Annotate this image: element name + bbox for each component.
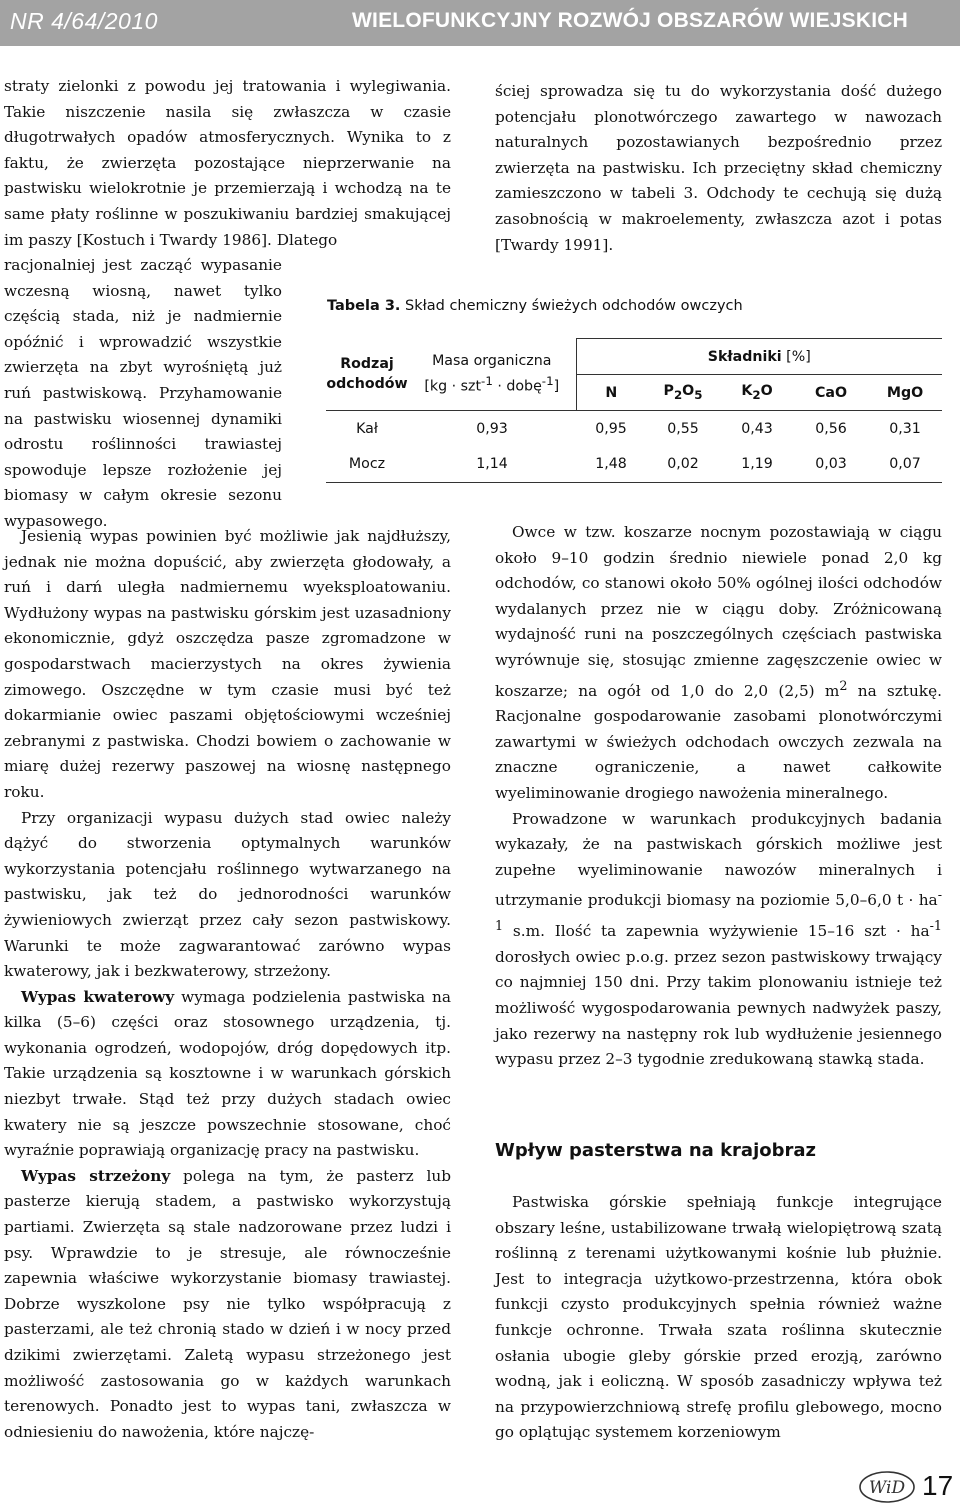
cell-mass: 1,14 [408, 447, 576, 483]
cell-mass: 0,93 [408, 411, 576, 447]
header-k2o: $K_2O$ [720, 375, 794, 411]
cell-p2o5: 0,55 [646, 411, 720, 447]
header-p2o5: $P_2O_5$ [646, 375, 720, 411]
cell-k2o: 0,43 [720, 411, 794, 447]
header-type: Rodzaj odchodów [326, 356, 408, 393]
issue-number: NR 4/64/2010 [10, 8, 158, 34]
cell-cao: 0,56 [794, 411, 868, 447]
paragraph-autumn-grazing: Jesienią wypas powinien być możliwie jak najdłuższy, jednak nie można dopuścić, aby zwierzęta głodowały, a ruń i darń uległa nadmiernemu wyeksploatowaniu. Wydłużony wypas na pastwisku górskim jest uzasadniony ekonomicznie, gdyż oszczędza pasze zgromadzone w gospodarstwach macierzystych na okres żywienia zimowego. Oszczędne w tym czasie musi być też dokarmianie owiec paszami objętościowymi wcześniej zebranymi z pastwiska. Chodzi bowiem o zachowanie w miarę dużej rezerwy paszowej na wiosnę następnego roku. [4, 527, 451, 801]
wid-logo [858, 1469, 916, 1505]
term-paddock-grazing: Wypas kwaterowy [21, 987, 175, 1006]
term-guarded-grazing: Wypas strzeżony [21, 1166, 171, 1185]
paragraph-production-research: Prowadzone w warunkach produkcyjnych badania wykazały, że na pastwiskach górskich możliwe jest zupełne wyeliminowanie nawozów mineralnych i utrzymanie produkcji biomasy na poziomie 5,0–6,0 $t \cdot ha^{-1}$ s.m. Ilość ta zapewnia wyżywienie 15–16 szt · $ha^{-1}$ dorosłych owiec p.o.g. przez sezon pastwiskowy trwający co najmniej 150 dni. Przy takim plonowaniu istnieje też możliwość wygospodarowania pewnych nadwyżek paszy, jako rezerwy na następny rok lub wydłużenie jesiennego wypasu przez 2–3 tygodnie zredukowaną stawką stada. [495, 809, 942, 1069]
table-row [326, 411, 942, 447]
header-mgo: MgO [868, 375, 942, 411]
right-top-paragraph: ściej sprowadza się tu do wykorzystania dość dużego potencjału plonotwórczego zawartego w nawozach naturalnych pozostawianych bezpośrednio przez zwierzęta na pastwisku. Ich przeciętny skład chemiczny zamieszczono w tabeli 3. Odchody te cechują się dużą zasobnością w makroelementy, zwłaszcza azot i potas [Twardy 1991]. [495, 82, 942, 254]
header-n: N [576, 375, 646, 411]
cell-mgo: 0,07 [868, 447, 942, 483]
paragraph-night-fold: Owce w tzw. koszarze nocnym pozostawiają w ciągu około 9–10 godzin średnio niewiele ponad 2,0 kg odchodów, co stanowi około 50% ogólnej ilości odchodów wydalanych przez nie w ciągu doby. Zróżnicowaną wydajność runi na poszczególnych częściach pastwiska wyrównuje się, stosując zmienne zagęszczenie owiec w koszarze; na ogół od 1,0 do 2,0 (2,5) $m^2$ na sztukę. Racjonalne gospodarowanie zasobami plonotwórczymi zawartymi w świeżych odchodach owczych zezwala na znaczne ograniczenie, a nawet całkowite wyeliminowanie drogiego nawożenia mineralnego. [495, 523, 942, 803]
left-top-paragraph: straty zielonki z powodu jej tratowania i wylegiwania. Takie niszczenie nasila się zwłaszcza w czasie długotrwałych opadów atmosferycznych. Wynika to z faktu, że zwierzęta pozostające nieprzerwanie na pastwisku wielokrotnie je przemierzają i wchodzą na te same płaty roślinne w poszukiwaniu bardziej smakującej im paszy [Kostuch i Twardy 1986]. Dlatego [4, 77, 451, 249]
table-header-row [326, 339, 942, 375]
section-heading: Wpływ pasterstwa na krajobraz [495, 1140, 816, 1161]
cell-p2o5: 0,02 [646, 447, 720, 483]
table-caption: Tabela 3. Skład chemiczny świeżych odchodów owczych [327, 298, 743, 314]
left-column-main-text [4, 524, 451, 1445]
left-narrow-paragraph: racjonalniej jest zacząć wypasanie wczesną wiosną, nawet tylko częścią stada, niż je nadmiernie opóźnić i wprowadzić wszystkie zwierzęta na zbyt wyrośniętą już ruń pastwiskową. Przyhamowanie na pastwisku wiosennej dynamiki odrostu roślinności trawiastej spowoduje lepsze rozłożenie jej biomasy w całym okresie sezonu wypasowego. [4, 256, 282, 530]
logo-text: WiD [868, 1478, 906, 1498]
cell-type: Kał [326, 411, 408, 447]
paragraph-landscape: Pastwiska górskie spełniają funkcje integrujące obszary leśne, ustabilizowane trwałą wielopiętrową szatą roślinną z terenami użytkowanymi kośnie lub płużnie. Jest to integracja użytkowo-przestrzenna, która obok funkcji czysto produkcyjnych spełnia również ważne funkcje ochronne. Trwała szata roślinna skutecznie osłania ubogie gleby górskie przed erozją, zarówno wodną, jak i eoliczną. W sposób zasadniczy wpływa też na przypowierzchniową strefę profilu glebowego, mocno go oplątując systemem korzeniowym [495, 1193, 942, 1442]
header-cao: CaO [794, 375, 868, 411]
paragraph-guarded-grazing: Wypas strzeżony polega na tym, że pasterz lub pasterze kierują stadem, a pastwisko wykorzystują partiami. Zwierzęta są stale nadzorowane przez ludzi i psy. Wprawdzie to je stresuje, ale równocześnie zapewnia właściwe wykorzystanie biomasy trawiastej. Dobrze wyszkolone psy nie tylko współpracują z pasterzami, ale też chronią stado w dzień i w nocy przed dzikimi zwierzętami. Zaletą wypasu strzeżonego jest możliwość zastosowania go w każdych warunkach terenowych. Ponadto jest to wypas tani, zwłaszcza w odniesieniu do nawożenia, które najczę- [4, 1166, 451, 1441]
left-column-narrow-text [4, 253, 282, 535]
cell-n: 0,95 [576, 411, 646, 447]
header-organic-mass: Masa organiczna [kg · szt$^{-1}$ · dobę$^{-1}$] [424, 353, 560, 396]
cell-cao: 0,03 [794, 447, 868, 483]
left-column-top-text [4, 74, 451, 253]
paragraph-paddock-grazing: Wypas kwaterowy wymaga podzielenia pastwiska na kilka (5–6) części oraz stosownego urządzenia, tj. wykonania ogrodzeń, wodopojów, dróg dopędowych itp. Takie urządzenia są kosztowne i w warunkach górskich niezbyt trwałe. Stąd też przy dużych stadach owiec kwatery nie są jeszcze powszechnie stosowane, choć wyraźnie poprawiają organizację pracy na pastwisku. [4, 987, 451, 1160]
right-column-bottom-text [495, 1190, 942, 1446]
cell-n: 1,48 [576, 447, 646, 483]
header-components: Składniki [%] [576, 339, 942, 375]
right-column-middle-text [495, 520, 942, 1073]
table-row [326, 447, 942, 483]
cell-k2o: 1,19 [720, 447, 794, 483]
cell-mgo: 0,31 [868, 411, 942, 447]
right-column-top-text [495, 79, 942, 258]
running-header [0, 0, 960, 46]
cell-type: Mocz [326, 447, 408, 483]
chemical-composition-table [326, 338, 942, 483]
page-number: 17 [922, 1470, 954, 1501]
journal-title: WIELOFUNKCYJNY ROZWÓJ OBSZARÓW WIEJSKICH [352, 9, 908, 32]
paragraph-large-flocks: Przy organizacji wypasu dużych stad owiec należy dążyć do stworzenia optymalnych warunków wykorzystania potencjału roślinnego wytwarzanego na pastwisku, jak też do jednorodności warunków żywieniowych zwierząt przez cały sezon pastwiskowy. Warunki te może zagwarantować zarówno wypas kwaterowy, jak i bezkwaterowy, strzeżony. [4, 808, 451, 981]
